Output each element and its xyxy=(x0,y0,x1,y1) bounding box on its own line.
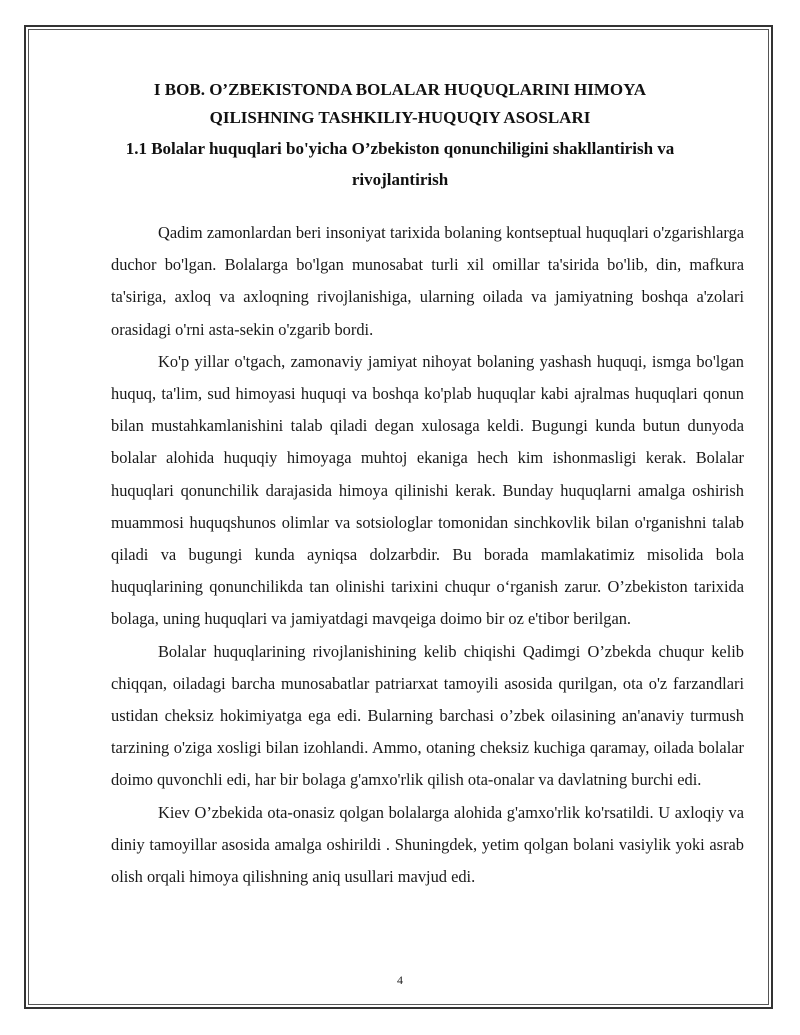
body-text xyxy=(111,217,744,893)
paragraph: Bolalar huquqlarining rivojlanishining kelib chiqishi Qadimgi O’zbekda chuqur kelib chiqqan, oiladagi barcha munosabatlar patriarxat tamoyili asosida qurilgan, ota o'z farzandlari ustidan cheksiz hokimiyatga ega edi. Bularning barchasi o’zbek oilasining an'anaviy turmush tarzining o'ziga xosligi bilan izohlandi. Ammo, otaning cheksiz kuchiga qaramay, oilada bolalar doimo quvonchli edi, har bir bolaga g'amxo'rlik qilish ota-onalar va davlatning burchi edi. xyxy=(111,641,744,790)
section-title: 1.1 Bolalar huquqlari bo'yicha O’zbekiston qonunchiligini shakllantirish va rivojlantirish xyxy=(125,139,675,189)
paragraph: Kiev O’zbekida ota-onasiz qolgan bolalarga alohida g'amxo'rlik ko'rsatildi. U axloqiy va diniy tamoyillar asosida amalga oshirildi . Shuningdek, yetim qolgan bolani vasiylik yoki asrab olish orqali himoya qilishning aniq usullari mavjud edi. xyxy=(111,802,744,887)
paragraph: Ko'p yillar o'tgach, zamonaviy jamiyat nihoyat bolaning yashash huquqi, ismga bo'lgan huquq, ta'lim, sud himoyasi huquqi va boshqa ko'plab huquqlar kabi ajralmas huquqlari qonun bilan mustahkamlanishini talab qiladi degan xulosaga keldi. Bugungi kunda butun dunyoda bolalar alohida huquqiy himoyaga muhtoj ekaniga hech kim ishonmasligi kerak. Bolalar huquqlari qonunchilik darajasida himoya qilinishi kerak. Bunday huquqlarni amalga oshirish muammosi huquqshunos olimlar va sotsiologlar tomonidan sinchkovlik bilan o'rganishni talab qiladi va bugungi kunda ayniqsa dolzarbdir. Bu borada mamlakatimiz misolida bola huquqlarining qonunchilikda tan olinishi tarixini chuqur o‘rganish zarur. O’zbekiston tarixida bolaga, uning huquqlari va jamiyatdagi mavqeiga doimo bir oz e'tibor berilgan. xyxy=(111,351,744,629)
paragraph: Qadim zamonlardan beri insoniyat tarixida bolaning kontseptual huquqlari o'zgarishlarga duchor bo'lgan. Bolalarga bo'lgan munosabat turli xil omillar ta'sirida bo'lib, din, mafkura ta'siriga, axloq va axloqning rivojlanishiga, ularning oilada va jamiyatning boshqa a'zolari orasidagi o'rni asta-sekin o'zgarib bordi. xyxy=(111,223,744,339)
page-number: 4 xyxy=(397,973,403,987)
chapter-title: I BOB. O’ZBEKISTONDA BOLALAR HUQUQLARINI HIMOYA QILISHNING TASHKILIY-HUQUQIY ASOSLARI xyxy=(153,80,647,127)
